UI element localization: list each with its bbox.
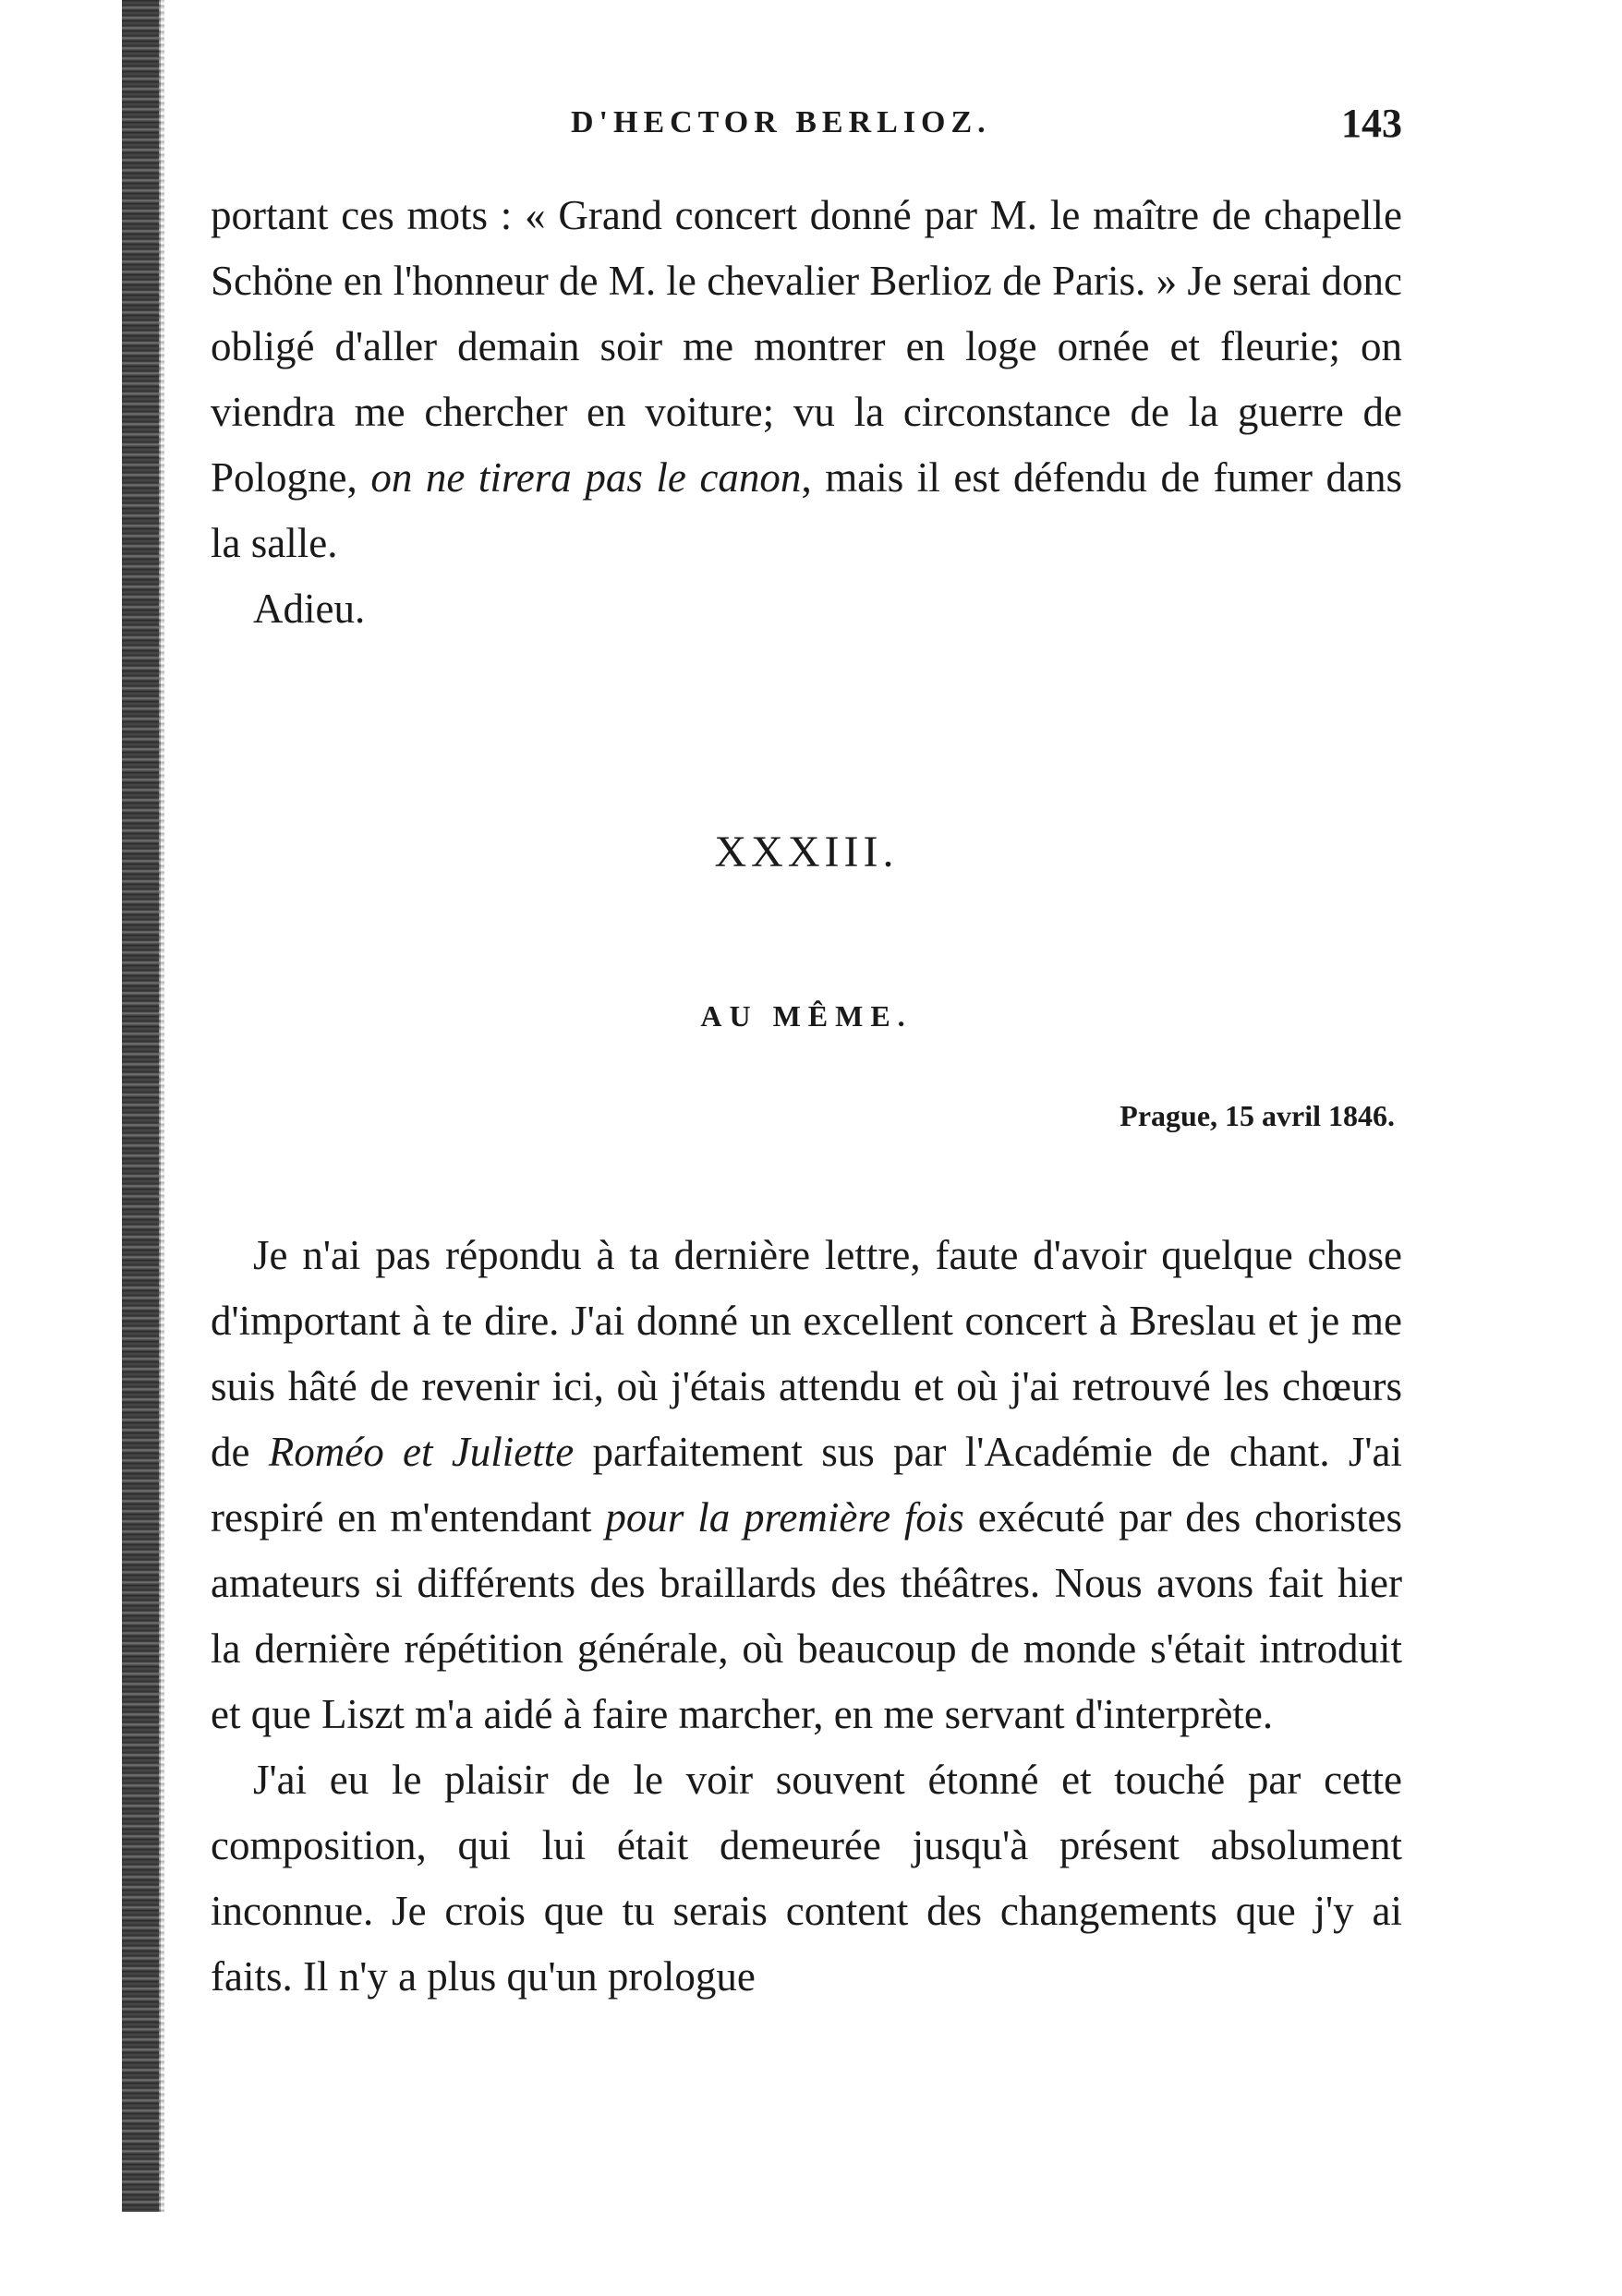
text-run: , mais il est défendu de fumer dans la salle. xyxy=(211,454,1402,566)
page-number: 143 xyxy=(1341,101,1402,146)
text-run: portant ces mots : « Grand concert donné par M. le maître de chapelle Schöne en l'honneur de M. le chevalier Berlioz de Paris. » Je serai donc obligé d'aller demain soir me montrer en loge ornée et fleurie; on viendra me chercher en voiture; vu la circonstance de la guerre de Pologne, xyxy=(211,192,1402,501)
book-page-edge xyxy=(159,0,164,2212)
paragraph-closing xyxy=(211,576,1402,642)
book-page xyxy=(211,0,1402,2296)
text-run: exécuté par des choristes amateurs si différents des braillards des théâtres. Nous avons fait hier la dernière répétition générale, où beaucoup de monde s'était introduit et que Liszt m'a aidé à faire marcher, en me servant d'interprète. xyxy=(211,1494,1402,1737)
text-run: J'ai eu le plaisir de le voir souvent étonné et touché par cette composition, qui lui était demeurée jusqu'à présent absolument inconnue. Je crois que tu serais content des changements que j'y ai faits. Il n'y a plus qu'un prologue xyxy=(211,1757,1402,2000)
italic-text-run: on ne tirera pas le canon xyxy=(370,454,802,501)
text-run: Adieu. xyxy=(253,586,366,632)
running-head xyxy=(211,100,1402,155)
section-number: XXXIII. xyxy=(714,828,899,876)
paragraph xyxy=(211,183,1402,576)
section-title: AU MÊME. xyxy=(700,999,913,1033)
text-block-letter-body xyxy=(211,1223,1402,2010)
text-run: parfaitement sus par l'Académie de chant. J'ai respiré en m'entendant xyxy=(211,1429,1402,1541)
dateline: Prague, 15 avril 1846. xyxy=(1120,1099,1395,1132)
italic-text-run: Roméo et Juliette xyxy=(268,1429,575,1475)
text-run: Je n'ai pas répondu à ta dernière lettre, faute d'avoir quelque chose d'important à te dire. J'ai donné un excellent concert à Breslau et je me suis hâté de revenir ici, où j'étais attendu et où j'ai retrouvé les chœurs de xyxy=(211,1232,1402,1475)
text-block-letter-end xyxy=(211,183,1402,642)
paragraph xyxy=(211,1223,1402,1747)
book-binding-edge xyxy=(122,0,161,2212)
italic-text-run: pour la première fois xyxy=(605,1494,964,1541)
running-title: D'HECTOR BERLIOZ. xyxy=(571,105,991,139)
paragraph xyxy=(211,1747,1402,2010)
